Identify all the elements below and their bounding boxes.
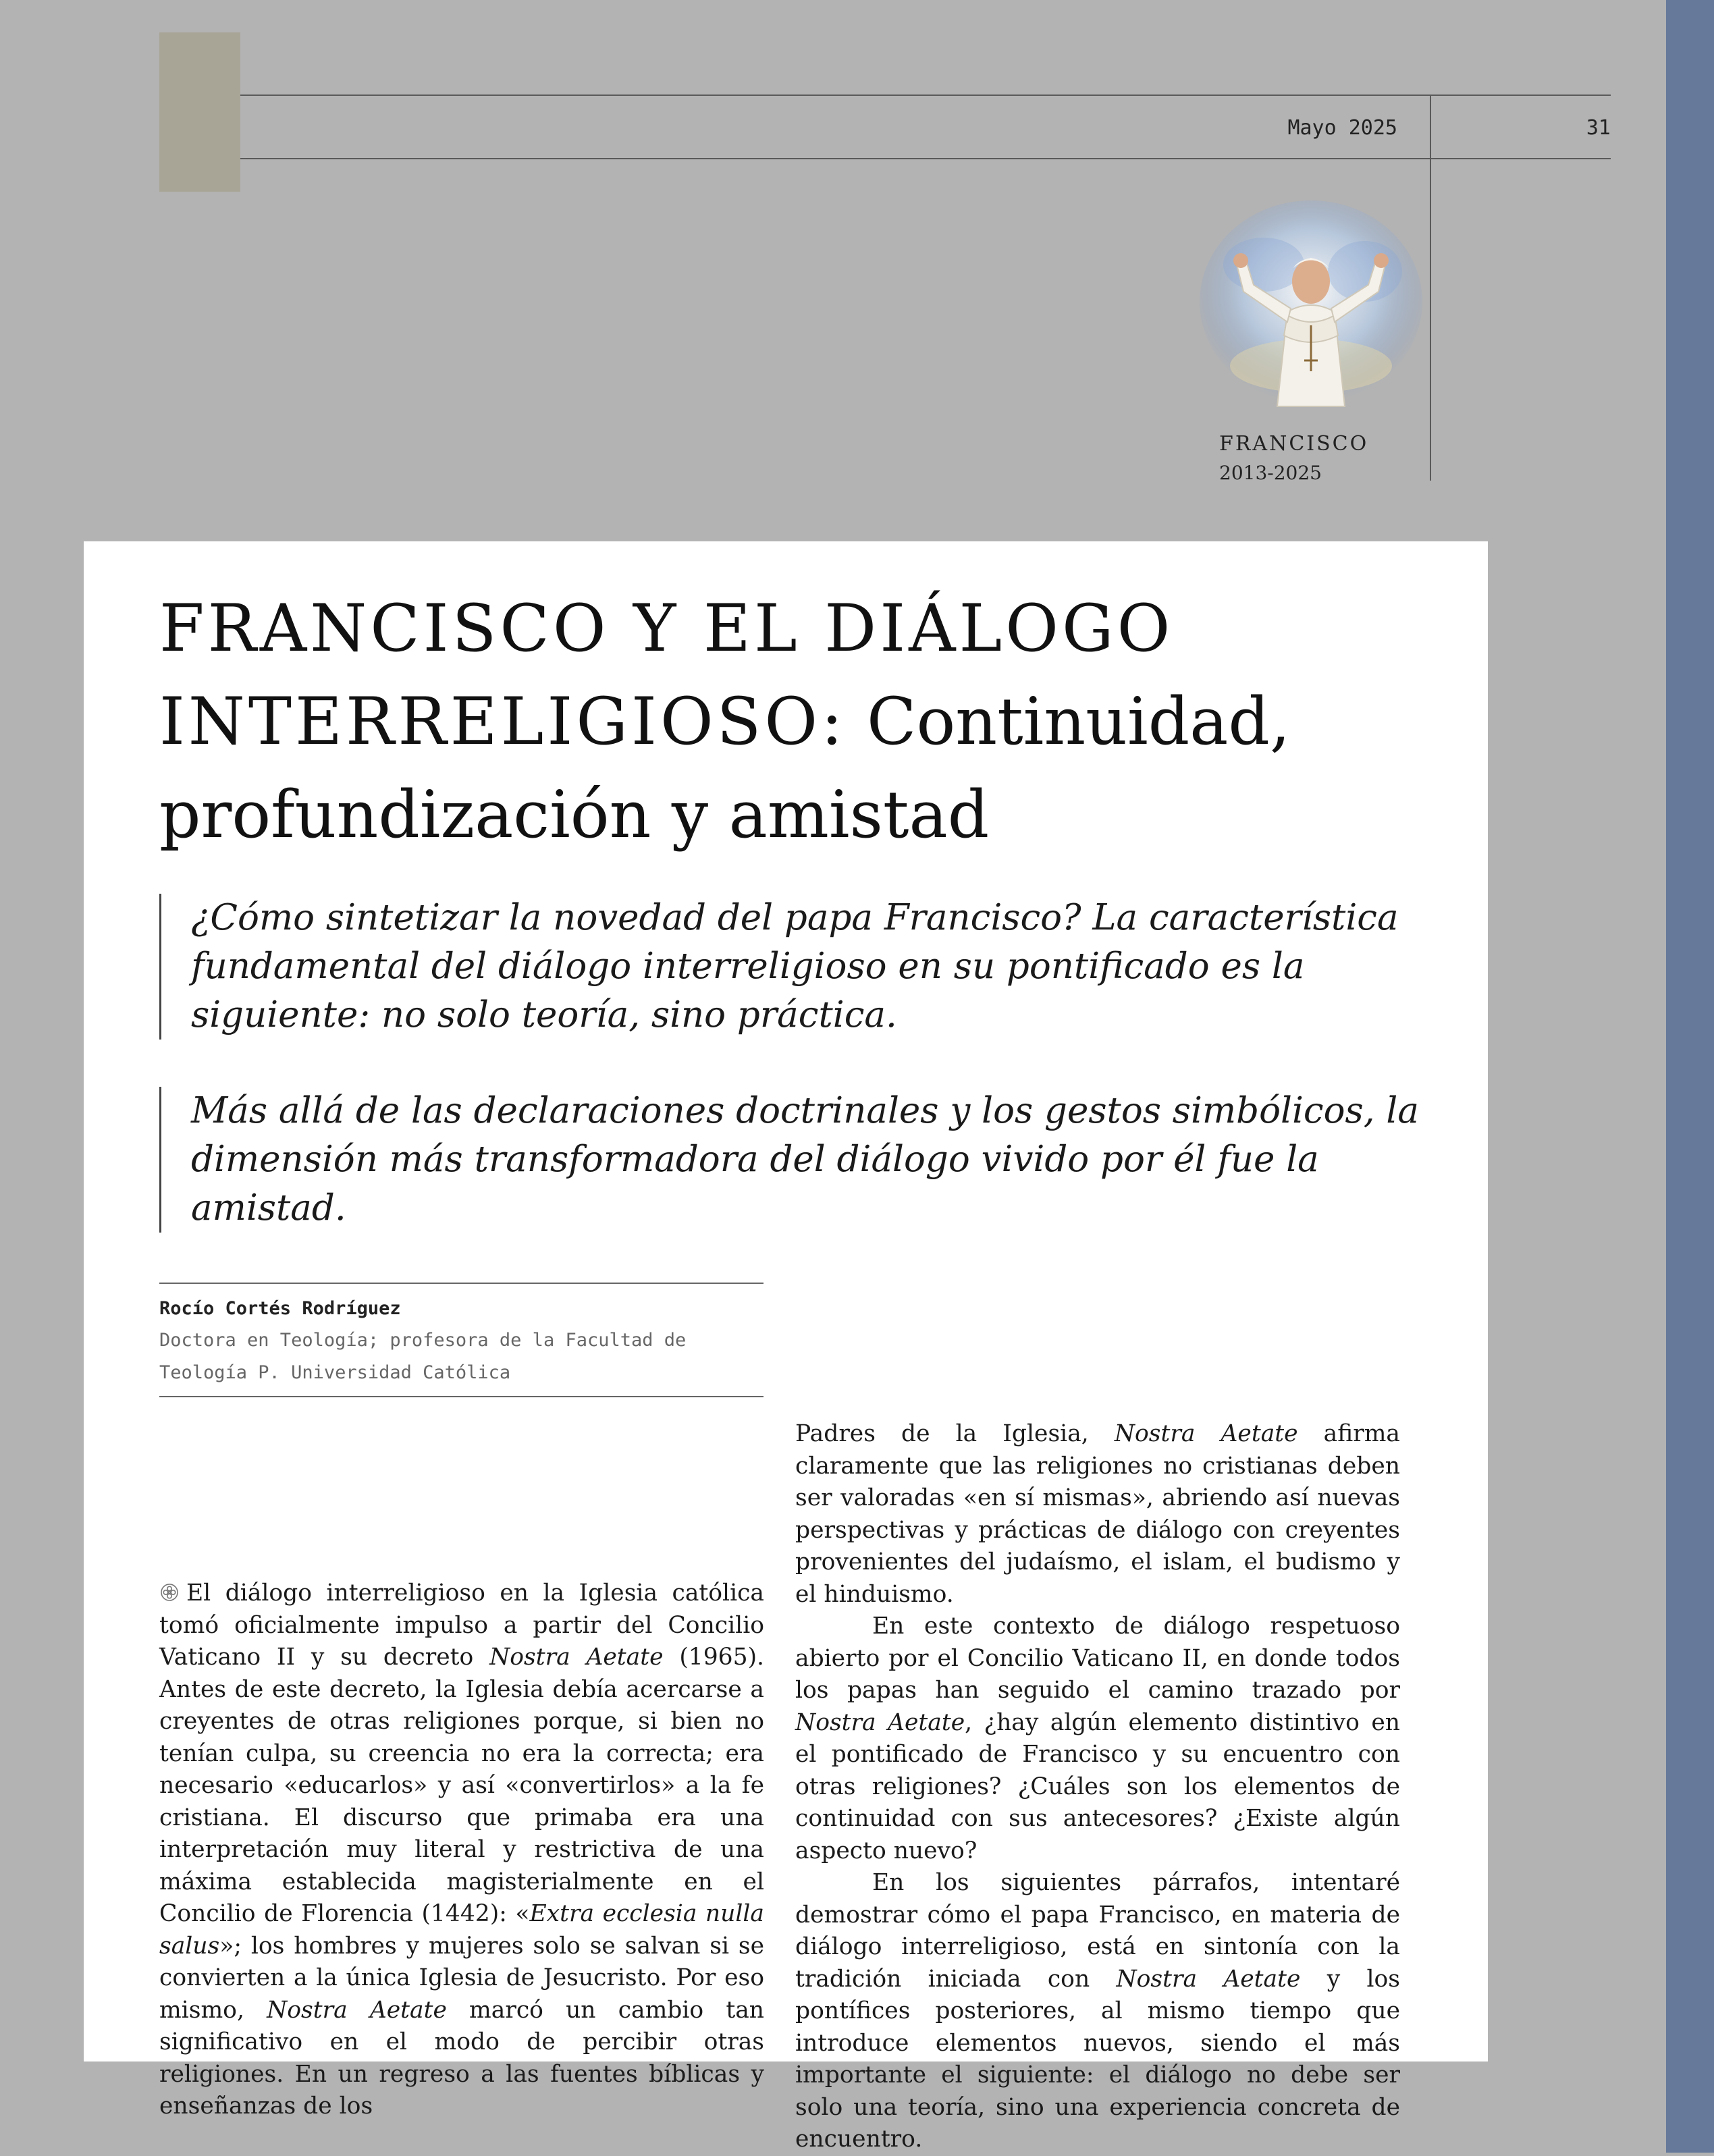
body-column-right [795, 1418, 1400, 2156]
title-caps-line-2: INTERRELIGIOSO: [159, 684, 847, 759]
body-paragraph: En los siguientes párrafos, intentaré demostrar cómo el papa Francisco, en materia de diálogo interreligioso, está en sintonía con la tradición iniciada con Nostra Aetate y los pontífices posteriores, al mismo tiempo que introduce elementos nuevos, siendo el más importante el siguiente: el diálogo no debe ser solo una teoría, sino una experiencia concreta de encuentro. [795, 1869, 1401, 2153]
header-divider [1430, 95, 1431, 481]
body-column-left [159, 1578, 764, 2123]
header-top-rule [240, 95, 1611, 96]
title-continuation: Continuidad, [846, 684, 1291, 759]
pope-francis-watercolor-portrait-icon [1196, 190, 1426, 420]
title-last-line: profundización y amistad [159, 777, 990, 853]
corner-tab [159, 32, 240, 192]
header-bottom-rule [240, 158, 1611, 159]
pull-quote-2: Más allá de las declaraciones doctrinales y los gestos simbólicos, la dimensión más transformadora del diálogo vivido por él fue la amistad. [159, 1087, 1426, 1233]
author-role: Doctora en Teología; profesora de la Facultad de Teología P. Universidad Católica [159, 1330, 687, 1383]
author-byline [159, 1283, 764, 1397]
body-paragraph: Padres de la Iglesia, Nostra Aetate afirma claramente que las religiones no cristianas deben ser valoradas «en sí mismas», abriendo así nuevas perspectivas y prácticas de diálogo con creyentes provenientes del judaísmo, el islam, el budismo y el hinduismo. [795, 1420, 1401, 1608]
body-paragraph: El diálogo interreligioso en la Iglesia católica tomó oficialmente impulso a partir del Concilio Vaticano II y su decreto Nostra Aetate (1965). Antes de este decreto, la Iglesia debía acercarse a creyentes de otras religiones porque, si bien no tenían culpa, su creencia no era la correcta; era necesario «educarlos» y así «convertirlos» a la fe cristiana. El discurso que primaba era una interpretación muy literal y restrictiva de una máxima establecida magisterialmente en el Concilio de Florencia (1442): «Extra ecclesia nulla salus»; los hombres y mujeres solo se salvan si se convierten a la única Iglesia de Jesucristo. Por eso mismo, Nostra Aetate marcó un cambio tan significativo en el modo de percibir otras religiones. En un regreso a las fuentes bíblicas y enseñanzas de los [159, 1580, 765, 2120]
title-caps-line-1: FRANCISCO Y EL DIÁLOGO [159, 591, 1174, 666]
author-name: Rocío Cortés Rodríguez [159, 1298, 401, 1319]
article-title [159, 582, 1442, 861]
pull-quote-1: ¿Cómo sintetizar la novedad del papa Francisco? La característica fundamental del diálogo interreligioso en su pontificado es la siguiente: no solo teoría, sino práctica. [159, 894, 1426, 1040]
issue-date: Mayo 2025 [1287, 116, 1397, 140]
body-paragraph: En este contexto de diálogo respetuoso abierto por el Concilio Vaticano II, en donde todos los papas han seguido el camino trazado por Nostra Aetate, ¿hay algún elemento distintivo en el pontificado de Francisco y su encuentro con otras religiones? ¿Cuáles son los elementos de continuidad con sus antecesores? ¿Existe algún aspecto nuevo? [795, 1613, 1400, 1864]
portrait-caption-name: FRANCISCO [1219, 432, 1369, 456]
flower-ornament-icon [159, 1580, 180, 1600]
page-number: 31 [1586, 116, 1611, 140]
portrait-caption-years: 2013-2025 [1219, 462, 1322, 484]
side-color-strip [1666, 0, 1714, 2153]
